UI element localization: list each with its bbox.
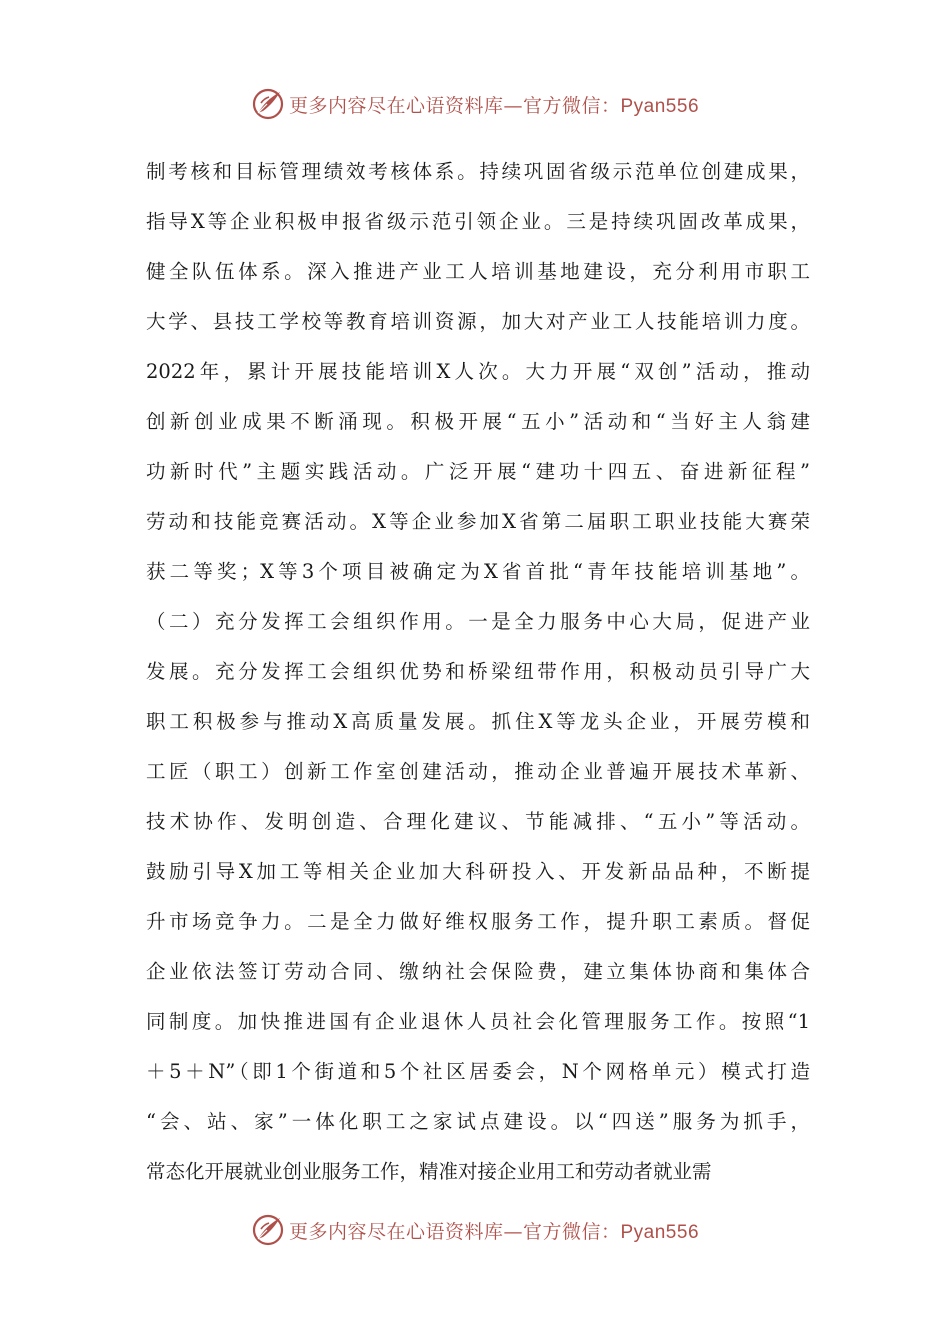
quill-logo-icon — [251, 87, 285, 121]
body-line: 技术协作、发明创造、合理化建议、节能减排、“五小”等活动。 — [146, 810, 810, 833]
body-line: ＋5＋N”（即1个街道和5个社区居委会，N个网格单元）模式打造 — [146, 1060, 810, 1083]
watermark-text: 更多内容尽在心语资料库—官方微信：Pyan556 — [288, 1220, 700, 1243]
body-line: 健全队伍体系。深入推进产业工人培训基地建设，充分利用市职工 — [146, 260, 810, 283]
body-line: 制考核和目标管理绩效考核体系。持续巩固省级示范单位创建成果， — [146, 160, 810, 183]
body-line: 2022年，累计开展技能培训X人次。大力开展“双创”活动，推动 — [146, 360, 810, 383]
body-line: 功新时代”主题实践活动。广泛开展“建功十四五、奋进新征程” — [146, 460, 810, 483]
watermark-wechat-id: Pyan556 — [620, 95, 700, 117]
quill-logo-icon — [251, 1213, 285, 1247]
body-line: 获二等奖；X等3个项目被确定为X省首批“青年技能培训基地”。 — [146, 560, 810, 583]
body-line: 职工积极参与推动X高质量发展。抓住X等龙头企业，开展劳模和 — [146, 710, 810, 733]
body-line: 常态化开展就业创业服务工作，精准对接企业用工和劳动者就业需 — [146, 1160, 712, 1183]
body-line: 同制度。加快推进国有企业退休人员社会化管理服务工作。按照“1 — [146, 1010, 810, 1033]
body-line: 企业依法签订劳动合同、缴纳社会保险费，建立集体协商和集体合 — [146, 960, 810, 983]
body-line: 发展。充分发挥工会组织优势和桥梁纽带作用，积极动员引导广大 — [146, 660, 810, 683]
body-line: “会、站、家”一体化职工之家试点建设。以“四送”服务为抓手， — [146, 1110, 810, 1133]
document-body — [146, 147, 810, 1197]
body-line: 工匠（职工）创新工作室创建活动，推动企业普遍开展技术革新、 — [146, 760, 810, 783]
body-line: 指导X等企业积极申报省级示范引领企业。三是持续巩固改革成果， — [146, 210, 810, 233]
watermark-wechat-id: Pyan556 — [620, 1221, 700, 1243]
body-line: 创新创业成果不断涌现。积极开展“五小”活动和“当好主人翁建 — [146, 410, 810, 433]
body-line: 大学、县技工学校等教育培训资源，加大对产业工人技能培训力度。 — [146, 310, 810, 333]
watermark-text: 更多内容尽在心语资料库—官方微信：Pyan556 — [288, 94, 700, 117]
header-watermark — [0, 84, 950, 124]
body-line: 劳动和技能竞赛活动。X等企业参加X省第二届职工职业技能大赛荣 — [146, 510, 810, 533]
body-line: 升市场竞争力。二是全力做好维权服务工作，提升职工素质。督促 — [146, 910, 810, 933]
footer-watermark — [0, 1210, 950, 1250]
body-line: （二）充分发挥工会组织作用。一是全力服务中心大局，促进产业 — [146, 610, 810, 633]
body-line: 鼓励引导X加工等相关企业加大科研投入、开发新品品种，不断提 — [146, 860, 810, 883]
